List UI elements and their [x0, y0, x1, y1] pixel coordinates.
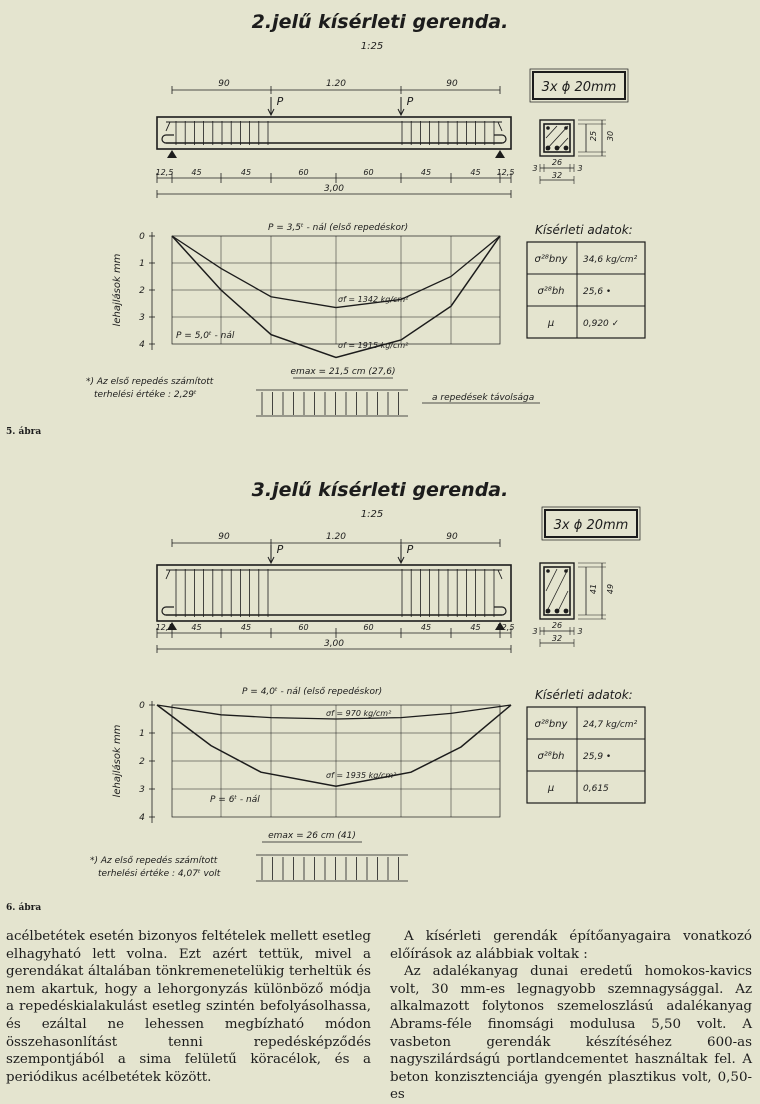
rebar-label: 3x ϕ 20mm [541, 80, 617, 95]
section-width-label: 32 [551, 171, 563, 180]
data-table-title: Kísérleti adatok: [535, 688, 633, 702]
section-dim-label: 25 [589, 130, 598, 142]
footnote-line-2: terhelési értéke : 4,07ᵗ volt [98, 869, 221, 879]
section-bar-top [546, 569, 550, 573]
segment-label: 60 [363, 168, 374, 177]
segment-label: 45 [191, 623, 202, 632]
section-bar-top [564, 126, 568, 130]
section-hatch [546, 569, 568, 613]
dim-label: 1.20 [325, 532, 347, 542]
section-width-label: 26 [551, 158, 563, 167]
segment-label: 45 [420, 168, 432, 177]
right-column [390, 928, 752, 1104]
data-symbol: μ [547, 783, 555, 794]
rebar-label: 3x ϕ 20mm [553, 518, 629, 533]
dim-label: 90 [446, 532, 458, 542]
left-paragraph: acélbetétek esetén bizonyos feltételek mellett esetleg elhagyható lett volna. Ezt azért tettük, mivel a gerendákat általában tönkremenetelükig terheltük és nem akartuk, hogy a lehorgonyzás különböző módja a repedéskialakulást esetleg szintén befolyásolhassa, és ezáltal ne lehessen megbízható módon összehasonlítást tenni repedésképződés szempontjából a sima felületű köracélok, és a periódikus acélbetétek között. [6, 929, 371, 1085]
support [167, 150, 177, 158]
y-tick-label: 1 [139, 729, 145, 739]
section-bar [546, 609, 551, 614]
rebar-bend-left [166, 570, 170, 579]
section-dim-label: 49 [606, 583, 615, 595]
data-value: 25,9 • [583, 752, 612, 762]
stress-label-first: σf = 1342 kg/cm² [338, 295, 409, 304]
curve-label-second: P = 6ᵗ - nál [210, 795, 260, 805]
segment-label: 60 [363, 623, 374, 632]
dim-label: 90 [446, 79, 458, 89]
emax-label: emax = 21,5 cm (27,6) [290, 367, 396, 377]
emax-label: emax = 26 cm (41) [268, 831, 356, 841]
y-tick-label: 4 [139, 813, 145, 823]
data-symbol: σ²⁸bny [534, 254, 568, 265]
figure-6 [90, 479, 645, 881]
crack-strip [256, 855, 408, 881]
curve-label-first: P = 3,5ᵗ - nál (első repedéskor) [268, 223, 409, 233]
segment-label: 12,5 [155, 623, 174, 632]
section-bar [555, 609, 560, 614]
dim-label: 1.20 [325, 79, 347, 89]
data-table-title: Kísérleti adatok: [535, 223, 633, 237]
rebar-bend-right [498, 122, 502, 131]
segment-label: 45 [470, 168, 481, 177]
curve-label-second: P = 5,0ᵗ - nál [176, 331, 235, 341]
rebar-hook-right [494, 135, 506, 143]
load-label: P [276, 95, 284, 108]
segment-label: 60 [298, 168, 309, 177]
segment-label: 45 [191, 168, 202, 177]
y-tick-label: 0 [139, 232, 145, 242]
section-width-label: 26 [551, 621, 563, 630]
y-tick-label: 2 [139, 286, 145, 296]
segment-label: 45 [240, 623, 252, 632]
stress-label-first: σf = 970 kg/cm² [326, 709, 392, 718]
data-value: 25,6 • [583, 287, 612, 297]
rebar-hook-left [162, 135, 174, 143]
crack-strip [256, 390, 408, 416]
stress-label-second: σf = 1935 kg/cm² [326, 771, 397, 780]
beam-outline [157, 565, 511, 621]
figure-title: 2.jelű kísérleti gerenda. [251, 11, 509, 33]
section-bar [564, 609, 569, 614]
left-column [6, 928, 371, 1086]
load-label: P [276, 543, 284, 556]
footnote-line-1: *) Az első repedés számított [90, 856, 218, 866]
stress-label-second: σf = 1915 kg/cm² [338, 341, 409, 350]
curve-label-first: P = 4,0ᵗ - nál (első repedéskor) [242, 687, 383, 697]
segment-label: 45 [470, 623, 481, 632]
segment-label: 12,5 [155, 168, 174, 177]
footnote-line-2: terhelési értéke : 2,29ᵗ [94, 390, 197, 400]
total-length: 3,00 [323, 184, 345, 194]
scale-label: 1:25 [360, 41, 384, 52]
y-tick-label: 4 [139, 340, 145, 350]
segment-label: 60 [298, 623, 309, 632]
dim-label: 90 [218, 532, 230, 542]
rebar-hook-right [494, 607, 506, 615]
footnote-line-1: *) Az első repedés számított [86, 377, 214, 387]
segment-label: 12,5 [496, 168, 515, 177]
section-bar [564, 146, 569, 151]
load-label: P [406, 543, 414, 556]
figure-title: 3.jelű kísérleti gerenda. [251, 479, 509, 501]
rebar-bend-left [166, 122, 170, 131]
y-axis-label: lehajlások mm [112, 724, 123, 798]
figure-5-caption: 5. ábra [6, 427, 42, 437]
section-width-label: 3 [577, 164, 583, 173]
section-bar-top [564, 569, 568, 573]
data-value: 24,7 kg/cm² [583, 720, 638, 730]
segment-label: 45 [420, 623, 432, 632]
section-bar [546, 146, 551, 151]
segment-label: 12,5 [496, 623, 515, 632]
y-tick-label: 1 [139, 259, 145, 269]
y-axis-label: lehajlások mm [112, 253, 123, 327]
data-value: 0,615 [583, 784, 609, 794]
y-tick-label: 0 [139, 701, 145, 711]
figure-5 [86, 11, 645, 416]
section-width-label: 32 [551, 634, 563, 643]
data-value: 0,920 ✓ [583, 319, 620, 329]
section-bar-top [546, 126, 550, 130]
rebar-hook-left [162, 607, 174, 615]
section-dim-label: 41 [589, 583, 598, 595]
segment-label: 45 [240, 168, 252, 177]
data-symbol: σ²⁸bny [534, 719, 568, 730]
dim-label: 90 [218, 79, 230, 89]
section-width-label: 3 [532, 627, 538, 636]
data-symbol: σ²⁸bh [537, 286, 565, 297]
rebar-bend-right [498, 570, 502, 579]
y-tick-label: 3 [139, 313, 145, 323]
figure-6-caption: 6. ábra [6, 903, 42, 913]
load-label: P [406, 95, 414, 108]
data-symbol: σ²⁸bh [537, 751, 565, 762]
data-symbol: μ [547, 318, 555, 329]
scale-label: 1:25 [360, 509, 384, 520]
data-value: 34,6 kg/cm² [583, 255, 638, 265]
total-length: 3,00 [323, 639, 345, 649]
y-tick-label: 2 [139, 757, 145, 767]
crack-distance-label: a repedések távolsága [432, 393, 535, 403]
section-bar [555, 146, 560, 151]
section-width-label: 3 [577, 627, 583, 636]
support [495, 150, 505, 158]
section-width-label: 3 [532, 164, 538, 173]
y-tick-label: 3 [139, 785, 145, 795]
right-paragraph-1: A kísérleti gerendák építőanyagaira vonatkozó előírások az alábbiak voltak : [390, 929, 752, 962]
section-dim-label: 30 [606, 130, 615, 142]
right-paragraph-2: Az adalékanyag dunai eredetű homokos-kavics volt, 30 mm-es legnagyobb szemnagysággal. Az alkalmazott folytonos szemeloszlású adalékanyag Abrams-féle finomsági modulusa 5,50 volt. A vasbeton gerendák készítéséhez 600-as nagyszilárdságú portlandcementet használtak fel. A beton konzisztenciája gyengén plasztikus volt, 0,50-es [390, 964, 752, 1103]
